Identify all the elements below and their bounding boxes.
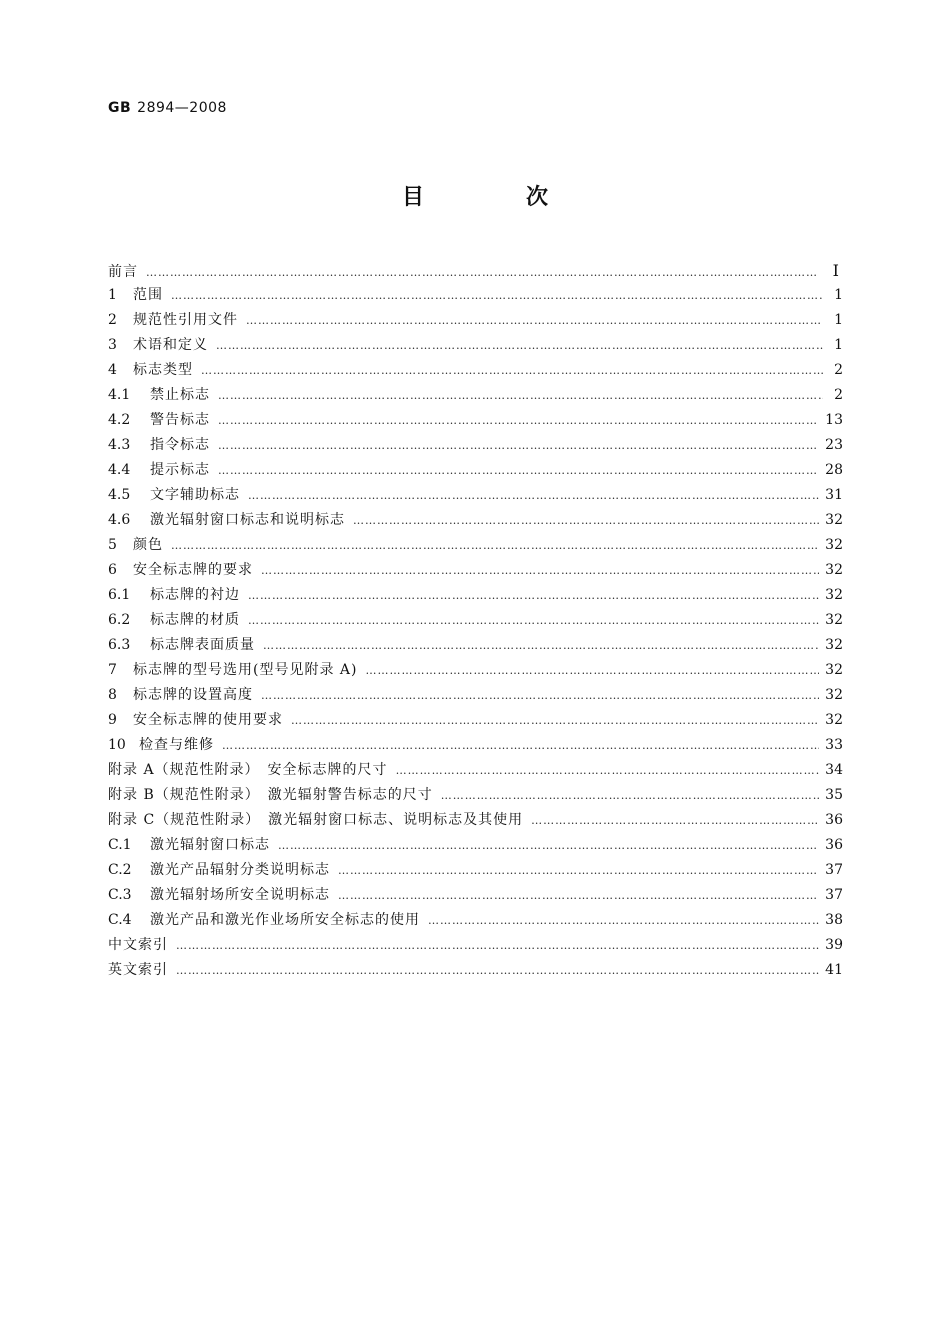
toc-entry-page: 1 xyxy=(834,337,843,353)
toc-entry-page: 39 xyxy=(825,937,843,953)
toc-entry-page: 32 xyxy=(825,637,843,653)
toc-entry-label: 附录 A（规范性附录） 安全标志牌的尺寸 xyxy=(108,762,388,778)
toc-entry[interactable] xyxy=(108,333,843,358)
toc-entry-number: 10 xyxy=(108,737,126,753)
toc-entry-number: 2 xyxy=(108,312,117,328)
toc-entry-number: C.4 xyxy=(108,912,132,928)
toc-entry-page: 32 xyxy=(825,612,843,628)
toc-entry-label: 标志牌的设置高度 xyxy=(133,687,253,703)
toc-entry[interactable] xyxy=(108,733,843,758)
toc-entry-label: 中文索引 xyxy=(108,937,168,953)
toc-entry[interactable] xyxy=(108,458,843,483)
toc-title: 目 次 xyxy=(401,185,588,210)
standard-number: 2894—2008 xyxy=(137,100,227,116)
toc-entry-page: 36 xyxy=(825,837,843,853)
toc-entry[interactable] xyxy=(108,633,843,658)
toc-entry-label: 激光产品和激光作业场所安全标志的使用 xyxy=(150,912,420,928)
dot-leader xyxy=(248,608,819,633)
toc-entry-label: 标志牌的衬边 xyxy=(150,587,240,603)
toc-entry-page: 32 xyxy=(825,587,843,603)
dot-leader xyxy=(171,533,819,558)
toc-entry-number: C.3 xyxy=(108,887,132,903)
toc-entry-page: 32 xyxy=(825,562,843,578)
toc-entry-number: 4.1 xyxy=(108,387,131,403)
toc-entry[interactable] xyxy=(108,283,843,308)
toc-entry-number: 5 xyxy=(108,537,117,553)
toc-entry[interactable] xyxy=(108,908,843,933)
toc-entry-number: 1 xyxy=(108,287,117,303)
toc-entry-number: C.2 xyxy=(108,862,132,878)
toc-entry[interactable] xyxy=(108,958,843,983)
toc-entry-number: 6.2 xyxy=(108,612,131,628)
toc-entry[interactable] xyxy=(108,358,843,383)
toc-entry-label: 安全标志牌的使用要求 xyxy=(133,712,283,728)
toc-entry-label: 术语和定义 xyxy=(133,337,208,353)
dot-leader xyxy=(218,458,819,483)
toc-entry-label: 安全标志牌的要求 xyxy=(133,562,253,578)
toc-entry-label: 激光辐射窗口标志 xyxy=(150,837,270,853)
toc-entry-label: 规范性引用文件 xyxy=(133,312,238,328)
toc-entry[interactable] xyxy=(108,658,843,683)
toc-entry-page: 33 xyxy=(825,737,843,753)
toc-entry-label: 附录 C（规范性附录） 激光辐射窗口标志、说明标志及其使用 xyxy=(108,812,524,828)
dot-leader xyxy=(531,808,819,833)
toc-entry-page: 23 xyxy=(825,437,843,453)
toc-entry[interactable] xyxy=(108,783,843,808)
toc-entry[interactable] xyxy=(108,758,843,783)
toc-entry[interactable] xyxy=(108,558,843,583)
toc-entry-page: 41 xyxy=(825,962,843,978)
dot-leader xyxy=(353,508,819,533)
dot-leader xyxy=(176,933,819,958)
dot-leader xyxy=(261,558,819,583)
toc-entry[interactable] xyxy=(108,508,843,533)
toc-entry-label: 激光产品辐射分类说明标志 xyxy=(150,862,330,878)
toc-entry-page: 35 xyxy=(825,787,843,803)
toc-entry-page: 32 xyxy=(825,662,843,678)
dot-leader xyxy=(176,958,819,983)
toc-entry-number: 4 xyxy=(108,362,117,378)
toc-entry-number: 4.5 xyxy=(108,487,131,503)
toc-entry-page: 32 xyxy=(825,512,843,528)
toc-entry-page: 32 xyxy=(825,687,843,703)
dot-leader xyxy=(246,308,823,333)
toc-entry-label: 提示标志 xyxy=(150,462,210,478)
dot-leader xyxy=(338,858,819,883)
dot-leader xyxy=(222,733,819,758)
toc-entry[interactable] xyxy=(108,583,843,608)
toc-entry[interactable] xyxy=(108,883,843,908)
toc-entry-number: 7 xyxy=(108,662,117,678)
toc-entry-number: 4.4 xyxy=(108,462,131,478)
toc-entry-page: 37 xyxy=(825,887,843,903)
dot-leader xyxy=(248,583,819,608)
dot-leader xyxy=(278,833,819,858)
toc-entry-label: 标志牌表面质量 xyxy=(150,637,255,653)
dot-leader xyxy=(216,333,823,358)
toc-entry-label: 颜色 xyxy=(133,537,163,553)
toc-entry-page: 37 xyxy=(825,862,843,878)
toc-entry[interactable] xyxy=(108,608,843,633)
toc-entry-number: 6.3 xyxy=(108,637,131,653)
toc-entry-label: 警告标志 xyxy=(150,412,210,428)
toc-entry-number: 8 xyxy=(108,687,117,703)
toc-entry-label: 指令标志 xyxy=(150,437,210,453)
toc-entry[interactable] xyxy=(108,808,843,833)
toc-entry-page: Ⅰ xyxy=(832,261,839,280)
toc-entry[interactable] xyxy=(108,258,843,283)
toc-entry-label: 前言 xyxy=(108,264,138,280)
dot-leader xyxy=(218,408,819,433)
toc-entry-label: 附录 B（规范性附录） 激光辐射警告标志的尺寸 xyxy=(108,787,433,803)
toc-entry-page: 28 xyxy=(825,462,843,478)
toc-entry-page: 36 xyxy=(825,812,843,828)
table-of-contents xyxy=(108,258,843,983)
toc-entry[interactable] xyxy=(108,408,843,433)
toc-entry-number: 6 xyxy=(108,562,117,578)
dot-leader xyxy=(428,908,819,933)
toc-entry-page: 34 xyxy=(825,762,843,778)
toc-entry-number: 6.1 xyxy=(108,587,131,603)
toc-entry-label: 文字辅助标志 xyxy=(150,487,240,503)
dot-leader xyxy=(441,783,819,808)
toc-entry[interactable] xyxy=(108,933,843,958)
toc-entry-number: 4.6 xyxy=(108,512,131,528)
toc-entry-page: 31 xyxy=(825,487,843,503)
toc-entry[interactable] xyxy=(108,308,843,333)
dot-leader xyxy=(396,758,820,783)
dot-leader xyxy=(291,708,819,733)
toc-entry-page: 13 xyxy=(825,412,843,428)
toc-entry-label: 激光辐射场所安全说明标志 xyxy=(150,887,330,903)
toc-entry-number: 4.2 xyxy=(108,412,131,428)
dot-leader xyxy=(365,658,819,683)
toc-entry[interactable] xyxy=(108,858,843,883)
toc-entry-label: 检查与维修 xyxy=(139,737,214,753)
toc-entry-label: 英文索引 xyxy=(108,962,168,978)
dot-leader xyxy=(201,358,823,383)
dot-leader xyxy=(146,260,819,285)
toc-entry-number: 3 xyxy=(108,337,117,353)
standard-prefix: GB xyxy=(108,100,132,116)
toc-entry[interactable] xyxy=(108,483,843,508)
toc-entry[interactable] xyxy=(108,533,843,558)
toc-entry-page: 2 xyxy=(834,387,843,403)
toc-entry-number: 4.3 xyxy=(108,437,131,453)
dot-leader xyxy=(171,283,823,308)
toc-entry-label: 标志类型 xyxy=(133,362,193,378)
toc-entry-page: 32 xyxy=(825,712,843,728)
dot-leader xyxy=(218,433,819,458)
toc-entry-label: 激光辐射窗口标志和说明标志 xyxy=(150,512,345,528)
toc-entry-label: 标志牌的材质 xyxy=(150,612,240,628)
toc-entry[interactable] xyxy=(108,708,843,733)
dot-leader xyxy=(263,633,819,658)
toc-entry-label: 标志牌的型号选用(型号见附录 A) xyxy=(133,662,358,678)
toc-entry-label: 禁止标志 xyxy=(150,387,210,403)
toc-entry-number: C.1 xyxy=(108,837,132,853)
toc-entry-page: 2 xyxy=(834,362,843,378)
toc-entry-label: 范围 xyxy=(133,287,163,303)
toc-entry-number: 9 xyxy=(108,712,117,728)
document-code xyxy=(108,100,227,116)
toc-entry[interactable] xyxy=(108,683,843,708)
toc-entry-page: 38 xyxy=(825,912,843,928)
toc-entry[interactable] xyxy=(108,433,843,458)
dot-leader xyxy=(338,883,819,908)
toc-entry-page: 32 xyxy=(825,537,843,553)
toc-entry-page: 1 xyxy=(834,312,843,328)
toc-entry[interactable] xyxy=(108,383,843,408)
dot-leader xyxy=(248,483,819,508)
dot-leader xyxy=(218,383,823,408)
toc-entry-page: 1 xyxy=(834,287,843,303)
dot-leader xyxy=(261,683,819,708)
toc-entry[interactable] xyxy=(108,833,843,858)
